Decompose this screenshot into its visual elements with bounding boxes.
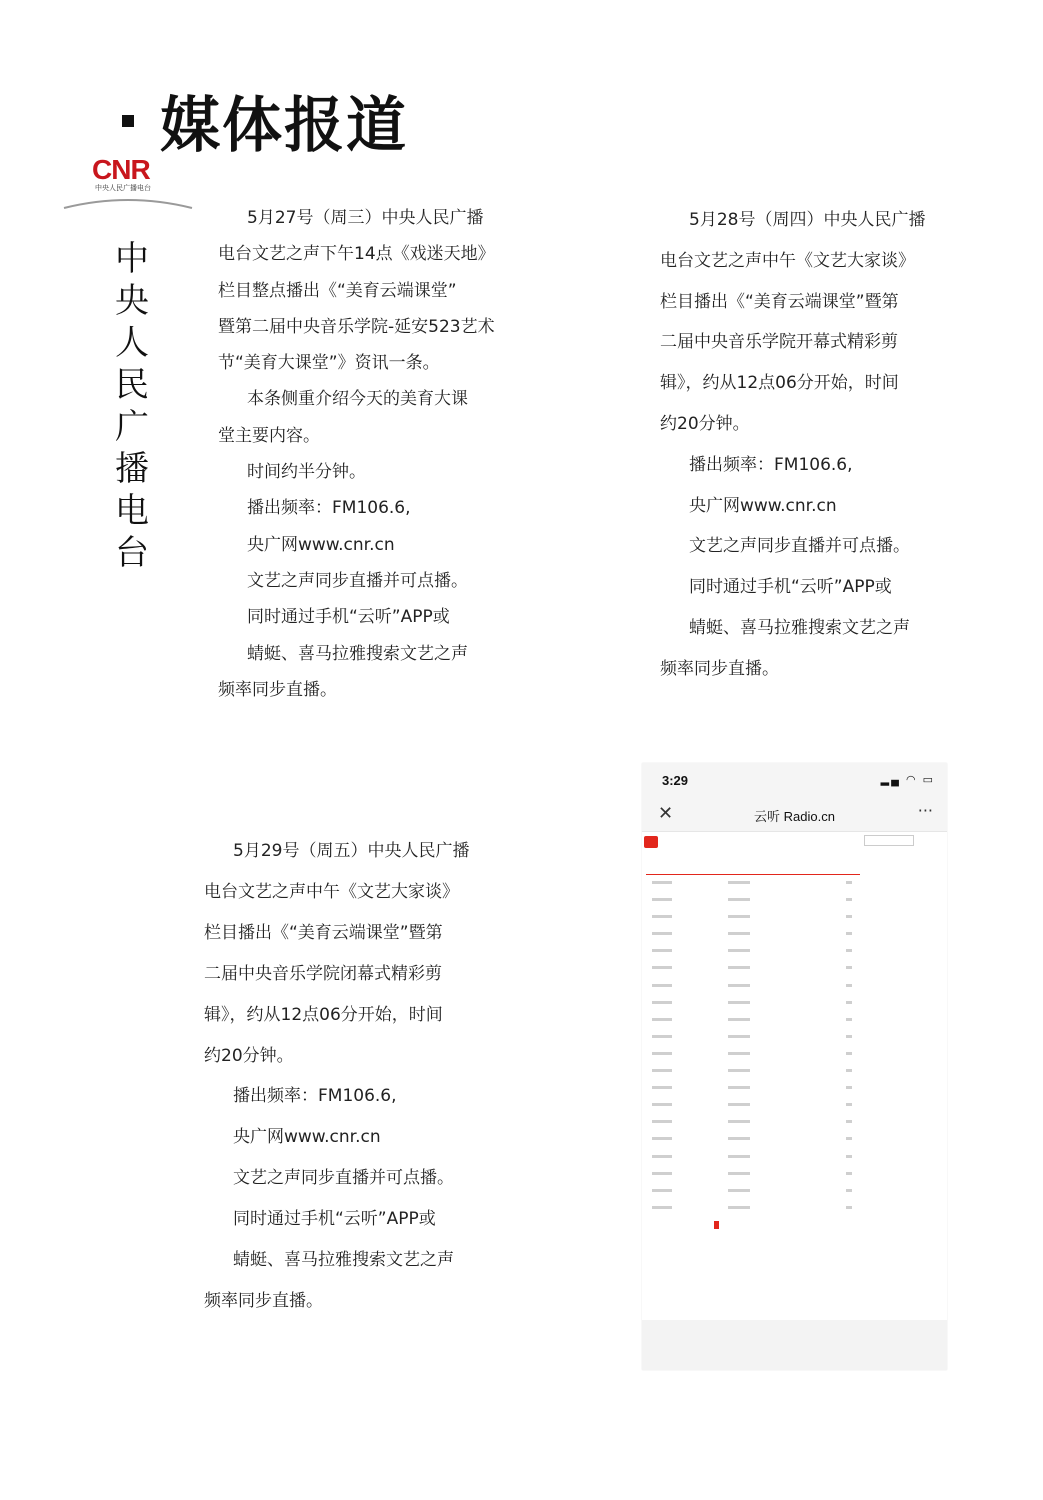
list-item-cell (728, 1189, 750, 1192)
list-item-cell (846, 984, 852, 987)
list-item-cell (728, 1206, 750, 1209)
list-item-cell (846, 881, 852, 884)
list-item-cell (728, 932, 750, 935)
report-line: 同时通过手机“云听”APP或 (233, 1209, 436, 1230)
report-line: 蜻蜓、喜马拉雅搜索文艺之声 (247, 643, 468, 664)
report-line: 二届中央音乐学院闭幕式精彩剪 (204, 963, 442, 984)
list-item[interactable] (646, 1097, 860, 1114)
vertical-char: 中 (115, 239, 149, 279)
list-item-cell (728, 1086, 750, 1089)
report-line: 电台文艺之声中午《文艺大家谈》 (204, 881, 459, 902)
vertical-char: 播 (115, 449, 149, 489)
list-item[interactable] (646, 1114, 860, 1131)
list-item-cell (652, 1172, 672, 1175)
program-list (646, 875, 860, 1217)
list-item[interactable] (646, 1012, 860, 1029)
logo-text: CNR (92, 154, 150, 185)
list-item-cell (846, 1155, 852, 1158)
report-line: 播出频率：FM106.6, (247, 498, 411, 519)
list-item-cell (846, 966, 852, 969)
list-item-cell (728, 1155, 750, 1158)
list-item[interactable] (646, 1131, 860, 1148)
report-line: 5月28号（周四）中央人民广播 (689, 210, 926, 230)
pagination (714, 1221, 947, 1233)
list-item-cell (728, 1103, 750, 1106)
report-line: 暨第二届中央音乐学院-延安523艺术 (218, 316, 495, 337)
list-header (646, 864, 860, 875)
vertical-char: 广 (115, 407, 149, 447)
list-item-cell (846, 915, 852, 918)
list-item-cell (728, 1052, 750, 1055)
list-item-cell (728, 1120, 750, 1123)
list-item-cell (846, 1103, 852, 1106)
bullet-icon (122, 115, 134, 127)
site-logo-icon (644, 836, 658, 848)
report-line: 约20分钟。 (204, 1045, 294, 1066)
list-item-cell (728, 898, 750, 901)
list-item-cell (846, 932, 852, 935)
report-line: 栏目播出《“美育云端课堂”暨第 (660, 291, 899, 312)
report-block-may27 (218, 200, 508, 708)
list-item-cell (846, 898, 852, 901)
report-block-may28 (660, 200, 950, 690)
list-item[interactable] (646, 1063, 860, 1080)
site-header (642, 832, 947, 852)
list-item-cell (728, 1001, 750, 1004)
list-item-cell (846, 1137, 852, 1140)
list-item-cell (728, 1018, 750, 1021)
report-line: 蜻蜓、喜马拉雅搜索文艺之声 (233, 1250, 454, 1271)
site-search-input[interactable] (864, 835, 914, 846)
list-item-cell (728, 881, 750, 884)
report-line: 5月27号（周三）中央人民广播 (247, 208, 484, 228)
more-icon[interactable]: ··· (917, 801, 933, 820)
list-item-cell (846, 1018, 852, 1021)
report-line: 约20分钟。 (660, 413, 750, 434)
list-item-cell (652, 949, 672, 952)
vertical-char: 民 (115, 365, 149, 405)
list-item-cell (846, 1206, 852, 1209)
report-line: 频率同步直播。 (204, 1290, 323, 1311)
list-item[interactable] (646, 1200, 860, 1217)
close-icon[interactable]: ✕ (658, 803, 674, 824)
status-bar (642, 763, 947, 797)
list-item-cell (846, 1120, 852, 1123)
list-item-cell (652, 1103, 672, 1106)
list-item-cell (728, 915, 750, 918)
list-item-cell (652, 1001, 672, 1004)
page-title: 媒体报道 (160, 91, 408, 161)
report-line: 电台文艺之声下午14点《戏迷天地》 (218, 244, 495, 265)
report-line: 频率同步直播。 (218, 679, 337, 700)
list-item[interactable] (646, 1080, 860, 1097)
list-item-cell (728, 1172, 750, 1175)
list-item[interactable] (646, 995, 860, 1012)
report-line: 时间约半分钟。 (247, 462, 366, 483)
report-line: 二届中央音乐学院开幕式精彩剪 (660, 332, 898, 353)
list-item-cell (728, 1069, 750, 1072)
vertical-char: 人 (115, 323, 149, 363)
list-item-cell (846, 1189, 852, 1192)
list-item[interactable] (646, 1149, 860, 1166)
browser-title: 云听 Radio.cn (754, 809, 835, 824)
logo-arc-icon (62, 190, 194, 210)
list-item-cell (846, 949, 852, 952)
phone-screenshot (642, 763, 947, 1370)
list-item-cell (652, 1086, 672, 1089)
list-item-cell (652, 984, 672, 987)
list-item[interactable] (646, 978, 860, 995)
list-item[interactable] (646, 926, 860, 943)
report-line: 央广网www.cnr.cn (233, 1127, 381, 1148)
list-item-cell (846, 1086, 852, 1089)
report-line: 本条侧重介绍今天的美育大课 (247, 389, 468, 410)
status-time: 3:29 (662, 773, 689, 788)
list-item-cell (652, 966, 672, 969)
list-item-cell (652, 1206, 672, 1209)
report-line: 辑》，约从12点06分开始，时间 (660, 373, 899, 394)
list-item-cell (846, 1172, 852, 1175)
report-line: 堂主要内容。 (218, 425, 320, 446)
list-item-cell (652, 932, 672, 935)
report-line: 蜻蜓、喜马拉雅搜索文艺之声 (689, 617, 910, 638)
site-nav-bar (714, 838, 762, 844)
phone-bottom-area (642, 1320, 947, 1370)
list-item-cell (728, 1035, 750, 1038)
list-item[interactable] (646, 1166, 860, 1183)
report-line: 栏目整点播出《“美育云端课堂” (218, 280, 457, 301)
list-item-cell (652, 1018, 672, 1021)
list-item-cell (728, 949, 750, 952)
signal-wifi-battery-icon: ▂▄ ◠ ▭ (880, 774, 935, 786)
report-line: 央广网www.cnr.cn (689, 495, 837, 516)
vertical-char: 台 (115, 533, 149, 573)
list-item[interactable] (646, 1183, 860, 1200)
logo-subtitle: 中央人民广播电台 (95, 184, 151, 192)
report-line: 同时通过手机“云听”APP或 (247, 607, 450, 628)
list-item-cell (652, 1052, 672, 1055)
list-item-cell (728, 966, 750, 969)
list-item-cell (652, 1035, 672, 1038)
report-line: 播出频率：FM106.6, (689, 454, 853, 475)
list-item-cell (652, 1137, 672, 1140)
list-item-cell (652, 898, 672, 901)
report-line: 播出频率：FM106.6, (233, 1086, 397, 1107)
list-item[interactable] (646, 943, 860, 960)
report-line: 央广网www.cnr.cn (247, 534, 395, 555)
vertical-char: 电 (115, 491, 149, 531)
vertical-char: 央 (115, 281, 149, 321)
report-line: 文艺之声同步直播并可点播。 (247, 570, 468, 591)
list-item-cell (846, 1052, 852, 1055)
vertical-station-label (110, 238, 154, 574)
list-item-cell (846, 1001, 852, 1004)
browser-navbar (642, 797, 947, 832)
report-line: 5月29号（周五）中央人民广播 (233, 841, 470, 861)
list-item-cell (728, 1137, 750, 1140)
report-line: 文艺之声同步直播并可点播。 (689, 536, 910, 557)
list-item-cell (846, 1035, 852, 1038)
report-line: 同时通过手机“云听”APP或 (689, 577, 892, 598)
list-item-cell (846, 1069, 852, 1072)
list-item-cell (652, 1069, 672, 1072)
list-item-cell (652, 915, 672, 918)
list-item-cell (728, 984, 750, 987)
cnr-logo (62, 150, 194, 212)
list-item-cell (652, 1189, 672, 1192)
list-item[interactable] (646, 960, 860, 977)
report-line: 辑》，约从12点06分开始，时间 (204, 1004, 443, 1025)
report-line: 频率同步直播。 (660, 658, 779, 679)
list-item-cell (652, 1120, 672, 1123)
report-line: 栏目播出《“美育云端课堂”暨第 (204, 922, 443, 943)
list-item-cell (652, 881, 672, 884)
report-line: 文艺之声同步直播并可点播。 (233, 1168, 454, 1189)
report-line: 节“美育大课堂”》资讯一条。 (218, 353, 440, 374)
list-item[interactable] (646, 1046, 860, 1063)
list-item[interactable] (646, 909, 860, 926)
list-item-cell (652, 1155, 672, 1158)
list-item[interactable] (646, 892, 860, 909)
report-block-may29 (204, 831, 494, 1322)
list-item[interactable] (646, 1029, 860, 1046)
report-line: 电台文艺之声中午《文艺大家谈》 (660, 250, 915, 271)
list-item[interactable] (646, 875, 860, 892)
